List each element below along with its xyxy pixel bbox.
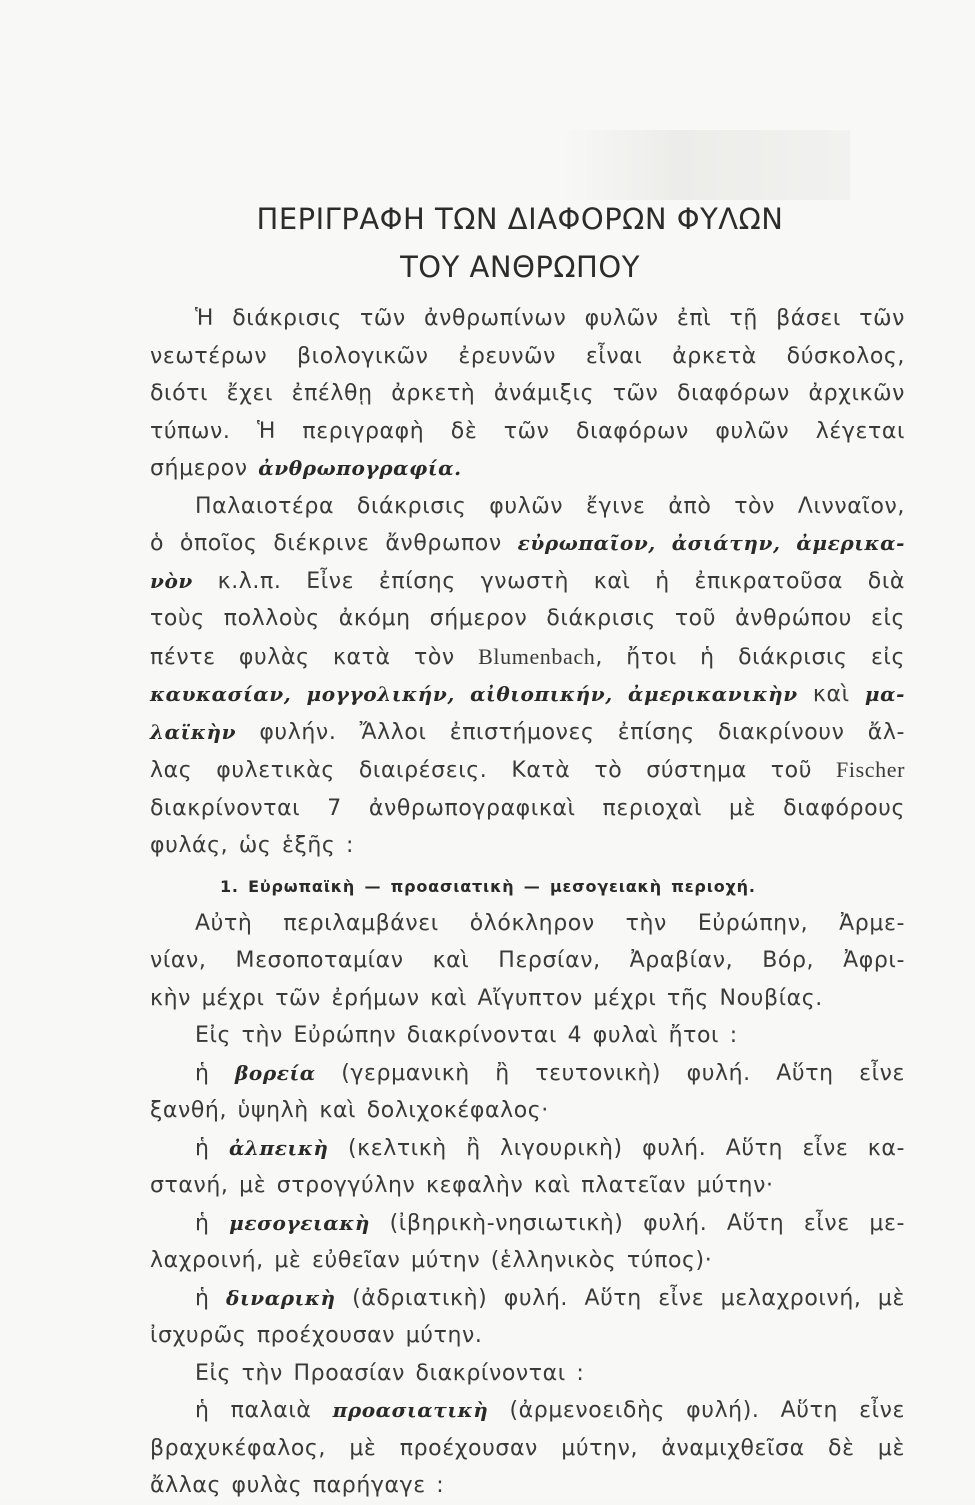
text-line: διότι ἔχει ἐπέλθῃ ἀρκετὴ ἀνάμιξις τῶν διαφόρων ἀρχικῶν — [150, 381, 905, 406]
text-line: τύπων. Ἡ περιγραφὴ δὲ τῶν διαφόρων φυλῶν λέγεται — [150, 418, 905, 444]
text-line: Ἡ διάκρισις τῶν ἀνθρωπίνων φυλῶν ἐπὶ τῇ βάσει τῶν — [195, 306, 905, 331]
show-through-shadow — [560, 130, 850, 200]
text-line — [150, 751, 905, 790]
text-run: ἡ — [195, 1210, 230, 1236]
text-run: (γερμανικὴ ἢ τευτονικὴ) φυλή. Αὕτη εἶνε — [315, 1060, 905, 1086]
text-line: νεωτέρων βιολογικῶν ἐρευνῶν εἶναι ἀρκετὰ δύσκολος, — [150, 343, 905, 369]
text-line: στανή, μὲ στρογγύλην κεφαλὴν καὶ πλατεῖαν μύτην· — [150, 1173, 774, 1198]
text-run: λας φυλετικὰς διαιρέσεις. Κατὰ τὸ σύστημα τοῦ — [150, 758, 837, 783]
emphasized-term: ἀλπεικὴ — [228, 1135, 329, 1160]
text-line: διακρίνονται 7 ἀνθρωπογραφικαὶ περιοχαὶ μὲ διαφόρους — [150, 795, 905, 821]
text-line — [150, 1205, 905, 1243]
text-line — [150, 714, 905, 752]
text-line: ἄλλας φυλὰς παρήγαγε : — [150, 1473, 445, 1498]
text-line: Παλαιοτέρα διάκρισις φυλῶν ἔγινε ἀπὸ τὸν Λινναῖον, — [195, 493, 905, 519]
body-text — [150, 300, 905, 1505]
text-run: ἡ — [195, 1060, 236, 1086]
emphasized-term: μα- — [864, 682, 905, 706]
chapter-title-line-1: ΠΕΡΙΓΡΑΦΗ ΤΩΝ ΔΙΑΦΟΡΩΝ ΦΥΛΩΝ — [256, 202, 784, 236]
text-run: (ἰβηρικὴ-νησιωτικὴ) φυλή. Αὕτη εἶνε με- — [370, 1210, 906, 1236]
text-run: ὁ ὁποῖος διέκρινε ἄνθρωπον — [150, 531, 518, 556]
text-line: Εἰς τὴν Προασίαν διακρίνονται : — [195, 1360, 585, 1386]
text-line: ἰσχυρῶς προέχουσαν μύτην. — [150, 1323, 483, 1348]
emphasized-term: νὸν — [150, 568, 193, 593]
text-run: (ἀδριατικὴ) φυλή. Αὕτη εἶνε μελαχροινή, μὲ — [335, 1285, 906, 1311]
emphasized-term: εὐρωπαῖον, ἀσιάτην, ἀμερικα- — [517, 531, 905, 555]
latin-name: Fischer — [836, 757, 905, 782]
emphasized-term: μεσογειακὴ — [229, 1210, 370, 1235]
text-line: Αὐτὴ περιλαμβάνει ὁλόκληρον τὴν Εὐρώπην, Ἀρμε- — [195, 910, 905, 936]
text-line: κὴν μέχρι τῶν ἐρήμων καὶ Αἴγυπτον μέχρι τῆς Νουβίας. — [150, 985, 823, 1011]
text-line — [150, 450, 905, 488]
text-run: (κελτικὴ ἢ λιγουρικὴ) φυλή. Αὕτη εἶνε κα- — [328, 1135, 905, 1161]
text-line: ξανθή, ὑψηλὴ καὶ δολιχοκέφαλος· — [150, 1098, 549, 1123]
text-run: ἡ παλαιὰ — [195, 1398, 333, 1423]
text-line: βραχυκέφαλος, μὲ προέχουσαν μύτην, ἀναμιχθεῖσα δὲ μὲ — [150, 1435, 905, 1461]
emphasized-term: διναρικὴ — [226, 1285, 336, 1310]
text-run: κ.λ.π. Εἶνε ἐπίσης γνωστὴ καὶ ἡ ἐπικρατοῦσα διὰ — [192, 568, 905, 594]
text-line: λαχροινή, μὲ εὐθεῖαν μύτην (ἑλληνικὸς τύπος)· — [150, 1248, 713, 1273]
text-run: καὶ — [797, 682, 865, 707]
text-line — [150, 676, 905, 714]
emphasized-term: βορεία — [235, 1060, 316, 1085]
text-run: , ἤτοι ἡ διάκρισις εἰς — [595, 644, 905, 670]
text-run: (ἀρμενοειδὴς φυλή). Αὕτη εἶνε — [488, 1398, 906, 1423]
emphasized-term: λαϊκὴν — [150, 719, 237, 744]
chapter-title-line-2: ΤΟΥ ΑΝΘΡΩΠΟΥ — [400, 250, 640, 284]
text-line — [150, 1280, 905, 1318]
text-line: Εἰς τὴν Εὐρώπην διακρίνονται 4 φυλαὶ ἤτοι : — [195, 1023, 738, 1048]
section-heading: 1. Εὐρωπαϊκὴ — προασιατικὴ — μεσογειακὴ περιοχή. — [220, 876, 756, 896]
text-run: πέντε φυλὰς κατὰ τὸν — [150, 644, 479, 670]
text-run: ἡ — [195, 1285, 227, 1311]
emphasized-term: ἀνθρωπογραφία. — [258, 456, 462, 480]
text-line — [150, 563, 905, 601]
text-line: τοὺς πολλοὺς ἀκόμη σήμερον διάκρισις τοῦ ἀνθρώπου εἰς — [150, 606, 905, 631]
text-line — [150, 1130, 905, 1168]
text-run: ἡ — [195, 1135, 229, 1161]
emphasized-term: καυκασίαν, μογγολικήν, αἰθιοπικήν, ἀμερικανικὴν — [150, 682, 798, 706]
latin-name: Blumenbach — [478, 643, 596, 669]
text-line — [150, 1392, 905, 1430]
emphasized-term: προασιατικὴ — [332, 1398, 489, 1422]
text-run: φυλήν. Ἄλλοι ἐπιστήμονες ἐπίσης διακρίνουν ἄλ- — [236, 719, 905, 745]
text-line — [150, 525, 905, 563]
text-line — [150, 638, 905, 677]
text-line: νίαν, Μεσοποταμίαν καὶ Περσίαν, Ἀραβίαν, Βόρ, Ἀφρι- — [150, 948, 905, 973]
text-line: φυλάς, ὡς ἑξῆς : — [150, 833, 355, 858]
text-run: σήμερον — [150, 456, 259, 481]
text-line — [150, 1055, 905, 1093]
